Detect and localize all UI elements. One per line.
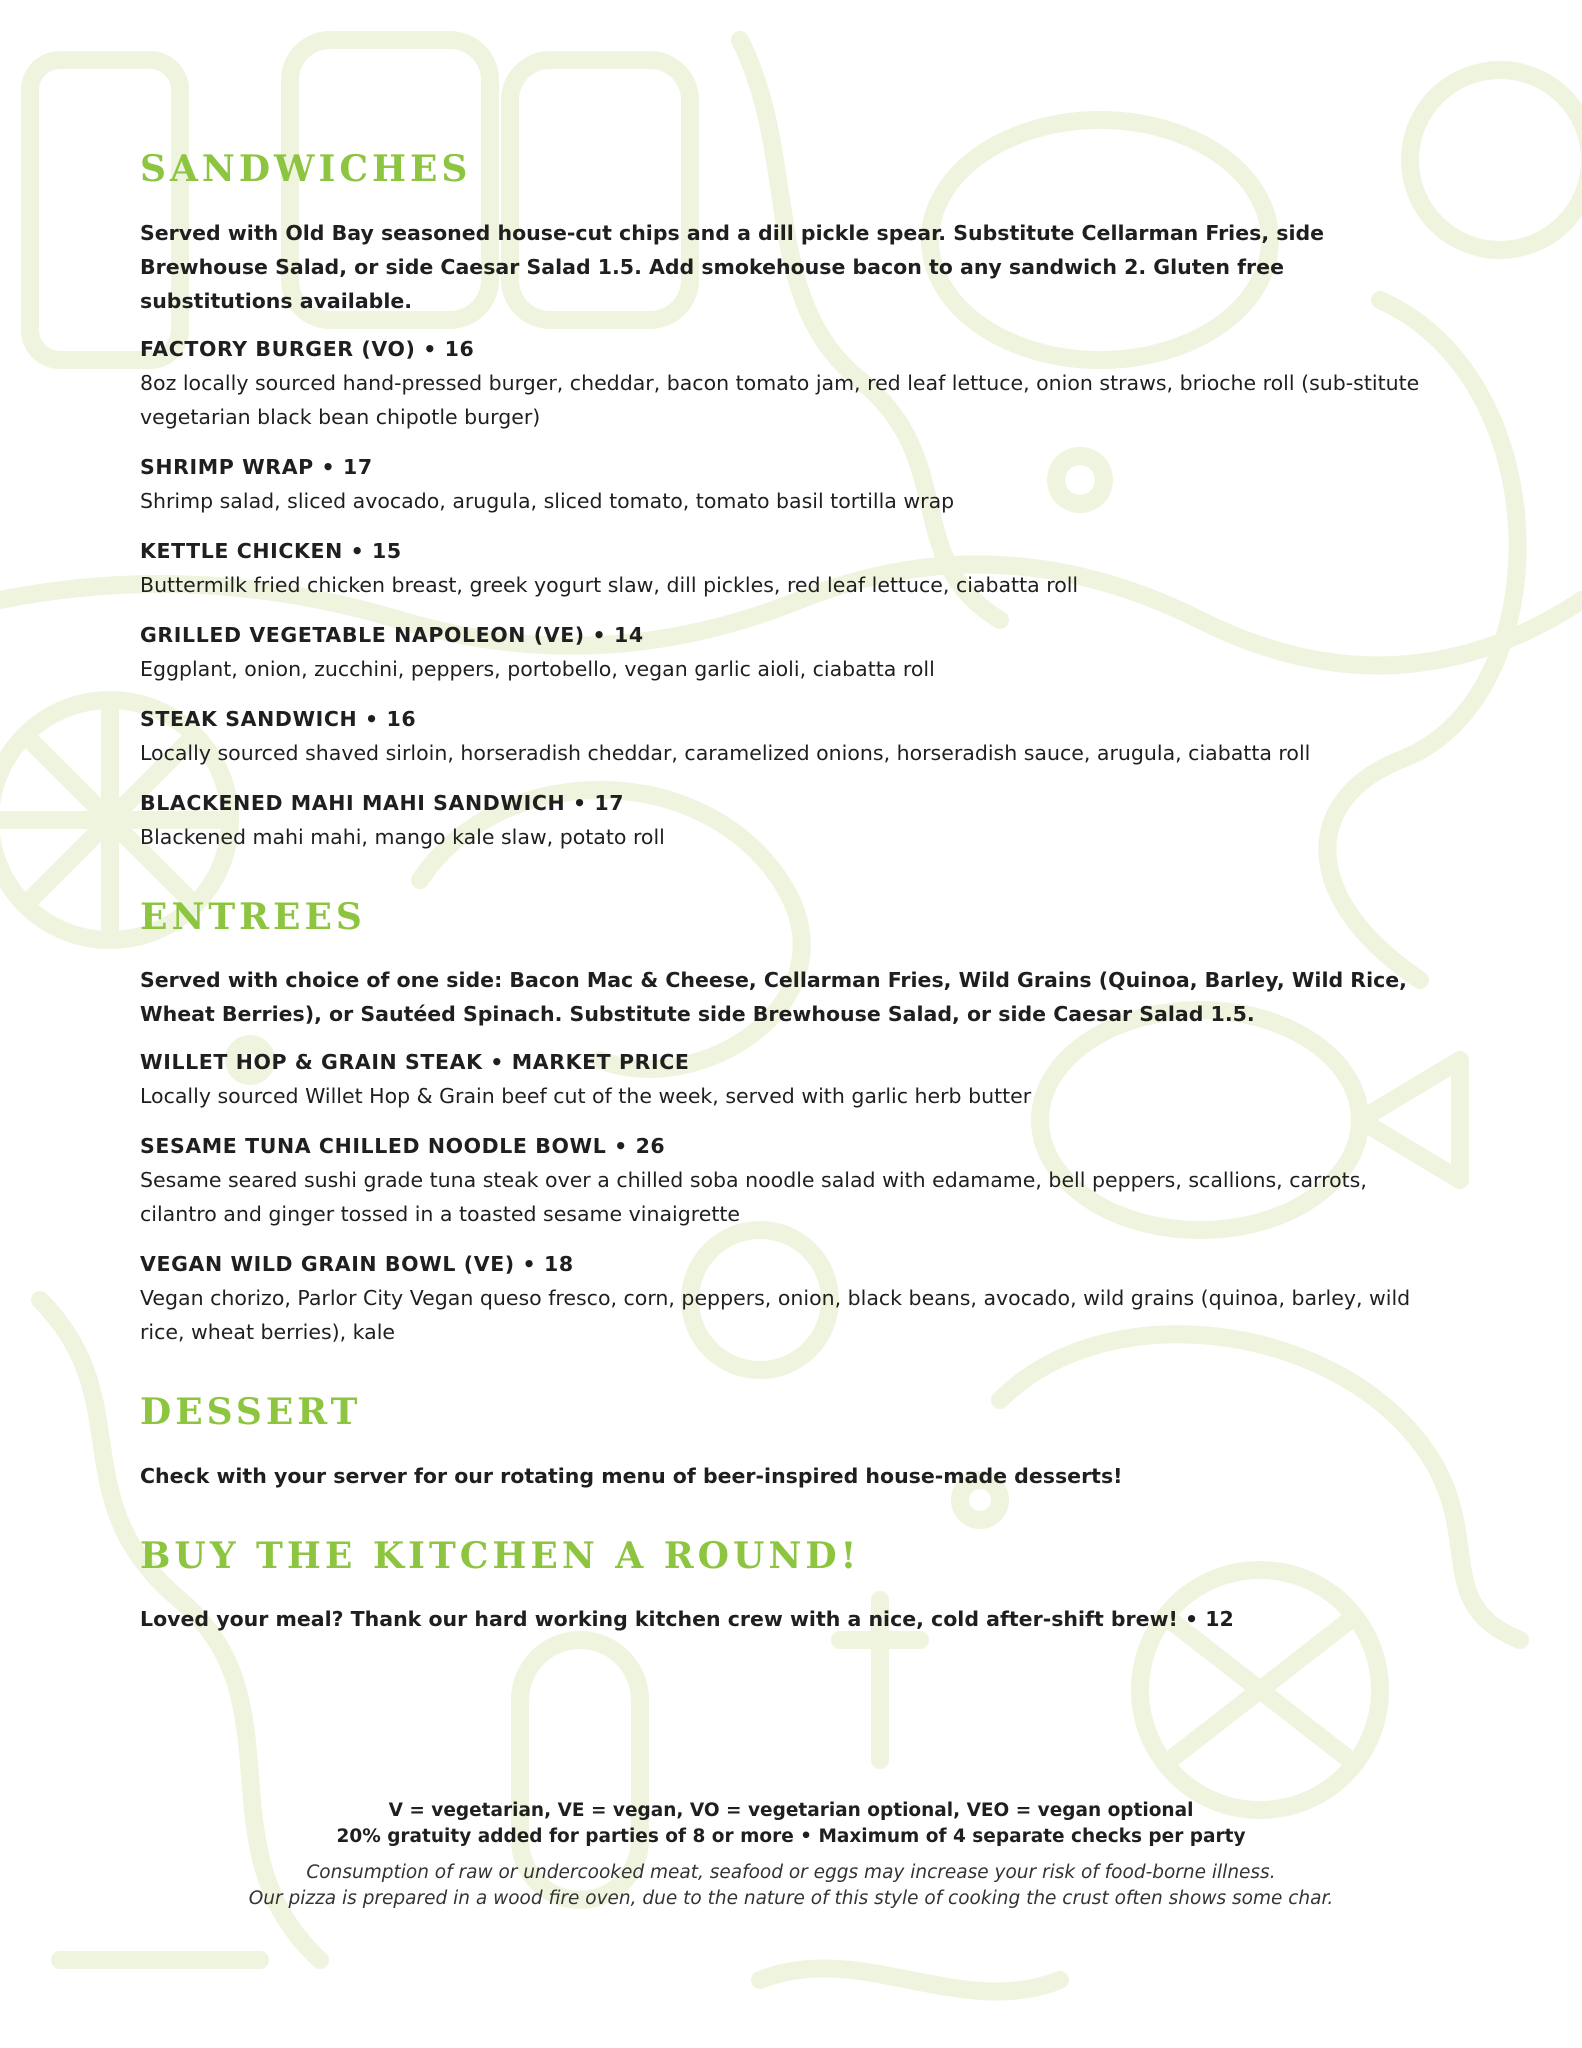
item-description: Eggplant, onion, zucchini, peppers, portobello, vegan garlic aioli, ciabatta roll (140, 656, 935, 681)
section-title-entrees: ENTREES (140, 895, 366, 938)
line-doodle (60, 1960, 1060, 1992)
gratuity-note: 20% gratuity added for parties of 8 or more • Maximum of 4 separate checks per party (336, 1826, 1246, 1847)
menu-item (140, 534, 1440, 602)
item-description: Locally sourced Willet Hop & Grain beef cut of the week, served with garlic herb butter (140, 1084, 1032, 1109)
item-description: Blackened mahi mahi, mango kale slaw, potato roll (140, 824, 665, 849)
dietary-legend: V = vegetarian, VE = vegan, VO = vegetarian optional, VEO = vegan optional (388, 1800, 1194, 1821)
buy-kitchen-round-intro: Loved your meal? Thank our hard working kitchen crew with a nice, cold after-shift brew! • 12 (140, 1607, 1234, 1632)
menu-item (140, 1247, 1440, 1349)
dessert-section (140, 1393, 1440, 1493)
disclaimer-line: Consumption of raw or undercooked meat, seafood or eggs may increase your risk of food-borne illness. (306, 1862, 1276, 1883)
item-description: Sesame seared sushi grade tuna steak over a chilled soba noodle salad with edamame, bell peppers, scallions, carrots, cilantro and ginger tossed in a toasted sesame vinaigrette (140, 1168, 1367, 1227)
menu-item (140, 1129, 1440, 1231)
menu-footer (0, 1798, 1582, 1912)
item-name: KETTLE CHICKEN • 15 (140, 538, 402, 563)
sandwiches-intro: Served with Old Bay seasoned house-cut chips and a dill pickle spear. Substitute Cellarman Fries, side Brewhouse Salad, or side Caesar Salad 1.5. Add smokehouse bacon to any sandwich 2. Gluten free substitutions available. (140, 220, 1325, 313)
item-name: WILLET HOP & GRAIN STEAK • MARKET PRICE (140, 1050, 690, 1075)
buy-kitchen-round-section (140, 1534, 1440, 1637)
item-description: 8oz locally sourced hand-pressed burger, cheddar, bacon tomato jam, red leaf lettuce, onion straws, brioche roll (sub-stitute vegetarian black bean chipotle burger) (140, 370, 1420, 429)
item-name: SESAME TUNA CHILLED NOODLE BOWL • 26 (140, 1134, 666, 1159)
section-title-sandwiches: SANDWICHES (140, 148, 472, 190)
sandwiches-section (140, 150, 1440, 854)
menu-item (140, 618, 1440, 686)
item-description: Vegan chorizo, Parlor City Vegan queso fresco, corn, peppers, onion, black beans, avocado, wild grains (quinoa, barley, wild rice, wheat berries), kale (140, 1286, 1411, 1345)
entrees-intro: Served with choice of one side: Bacon Mac & Cheese, Cellarman Fries, Wild Grains (Quinoa, Barley, Wild Rice, Wheat Berries), or Sautéed Spinach. Substitute side Brewhouse Salad, or side Caesar Salad 1.5. (140, 968, 1407, 1027)
item-name: FACTORY BURGER (VO) • 16 (140, 336, 475, 361)
disclaimer-line: Our pizza is prepared in a wood fire oven, due to the nature of this style of cooking the crust often shows some char. (248, 1888, 1334, 1909)
item-name: GRILLED VEGETABLE NAPOLEON (VE) • 14 (140, 622, 644, 647)
menu-item (140, 786, 1440, 854)
menu-item (140, 1045, 1440, 1113)
section-title-buy-kitchen-round: BUY THE KITCHEN A ROUND! (140, 1534, 861, 1577)
item-description: Buttermilk fried chicken breast, greek yogurt slaw, dill pickles, red leaf lettuce, ciabatta roll (140, 572, 1079, 597)
menu-item (140, 702, 1440, 770)
item-description: Shrimp salad, sliced avocado, arugula, sliced tomato, tomato basil tortilla wrap (140, 488, 955, 513)
menu-item (140, 450, 1440, 518)
food-safety-disclaimer (0, 1860, 1582, 1912)
item-description: Locally sourced shaved sirloin, horseradish cheddar, caramelized onions, horseradish sauce, arugula, ciabatta roll (140, 740, 1311, 765)
item-name: BLACKENED MAHI MAHI SANDWICH • 17 (140, 790, 625, 815)
item-name: STEAK SANDWICH • 16 (140, 706, 417, 731)
dessert-intro: Check with your server for our rotating menu of beer-inspired house-made desserts! (140, 1463, 1123, 1488)
menu-content (140, 150, 1440, 1680)
item-name: VEGAN WILD GRAIN BOWL (VE) • 18 (140, 1252, 574, 1277)
item-name: SHRIMP WRAP • 17 (140, 454, 373, 479)
section-title-dessert: DESSERT (140, 1391, 362, 1434)
menu-item (140, 332, 1440, 434)
entrees-section (140, 895, 1440, 1350)
